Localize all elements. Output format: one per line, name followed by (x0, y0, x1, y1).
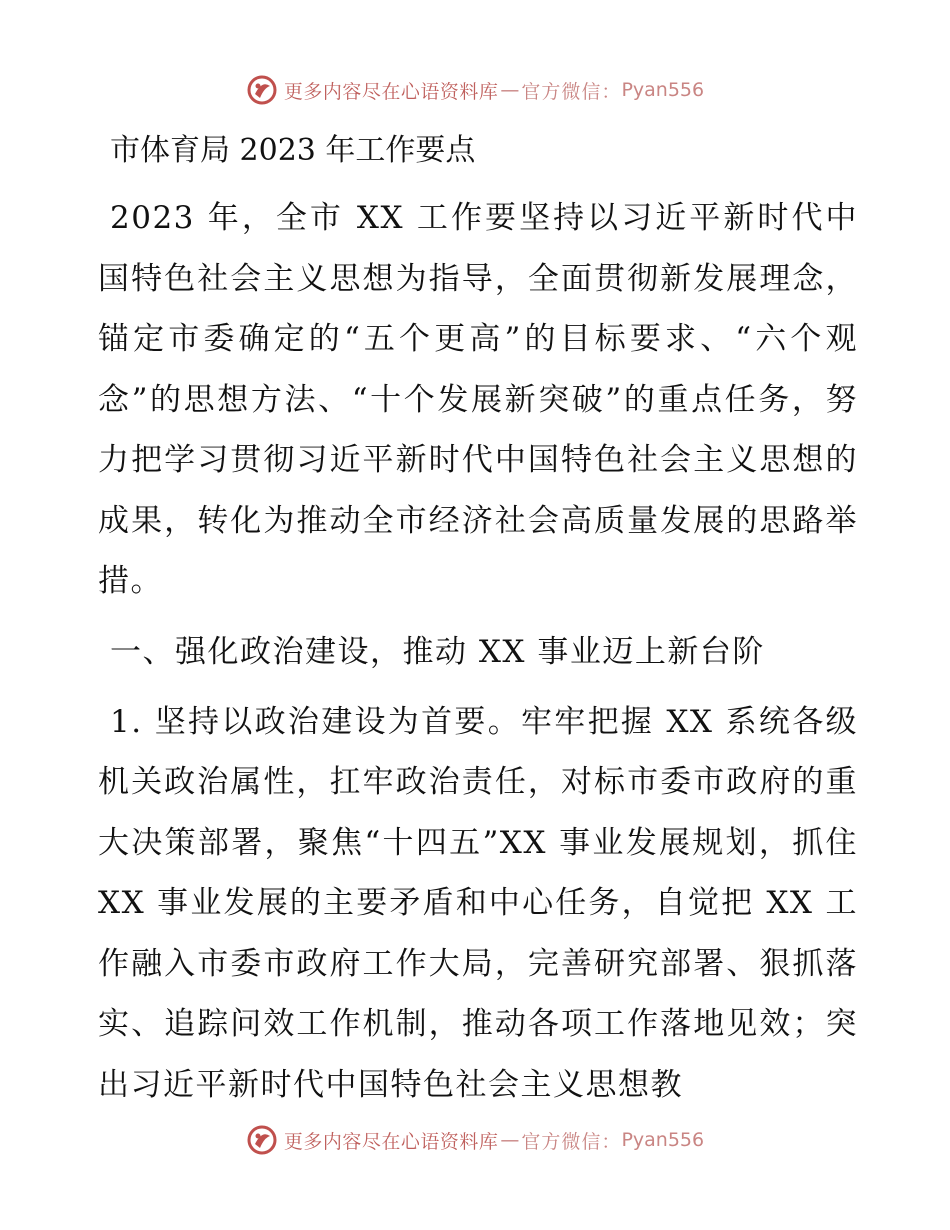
watermark-footer (0, 1120, 950, 1160)
watermark-separator: — (500, 1129, 520, 1151)
watermark-sub-text: 官方微信： (521, 1130, 622, 1153)
watermark-logo-icon (246, 74, 278, 106)
intro-paragraph: 2023 年，全市 XX 工作要坚持以习近平新时代中国特色社会主义思想为指导，全面贯彻新发展理念，锚定市委确定的“五个更高”的目标要求、“六个观念”的思想方法、“十个发展新突破”的重点任务，努力把学习贯彻习近平新时代中国特色社会主义思想的成果，转化为推动全市经济社会高质量发展的思路举措。 (98, 200, 858, 599)
watermark-header (0, 70, 950, 110)
item-1-paragraph: 1. 坚持以政治建设为首要。牢牢把握 XX 系统各级机关政治属性，扛牢政治责任，对标市委市政府的重大决策部署，聚焦“十四五”XX 事业发展规划，抓住 XX 事业发展的主要矛盾和中心任务，自觉把 XX 工作融入市委市政府工作大局，完善研究部署、狠抓落实、追踪问效工作机制，推动各项工作落地见效；突出习近平新时代中国特色社会主义思想教 (98, 703, 858, 1103)
watermark-separator: — (500, 79, 520, 101)
watermark-wechat-id: Pyan556 (621, 79, 705, 101)
watermark-main-text: 更多内容尽在心语资料库 (283, 80, 499, 103)
section-heading-1: 一、强化政治建设，推动 XX 事业迈上新台阶 (110, 633, 765, 670)
watermark-logo-icon (246, 1124, 278, 1156)
document-title: 市体育局 2023 年工作要点 (110, 133, 476, 168)
watermark-main-text: 更多内容尽在心语资料库 (283, 1130, 499, 1153)
document-body (98, 122, 858, 1125)
watermark-wechat-id: Pyan556 (621, 1129, 705, 1151)
watermark-sub-text: 官方微信： (521, 80, 622, 103)
